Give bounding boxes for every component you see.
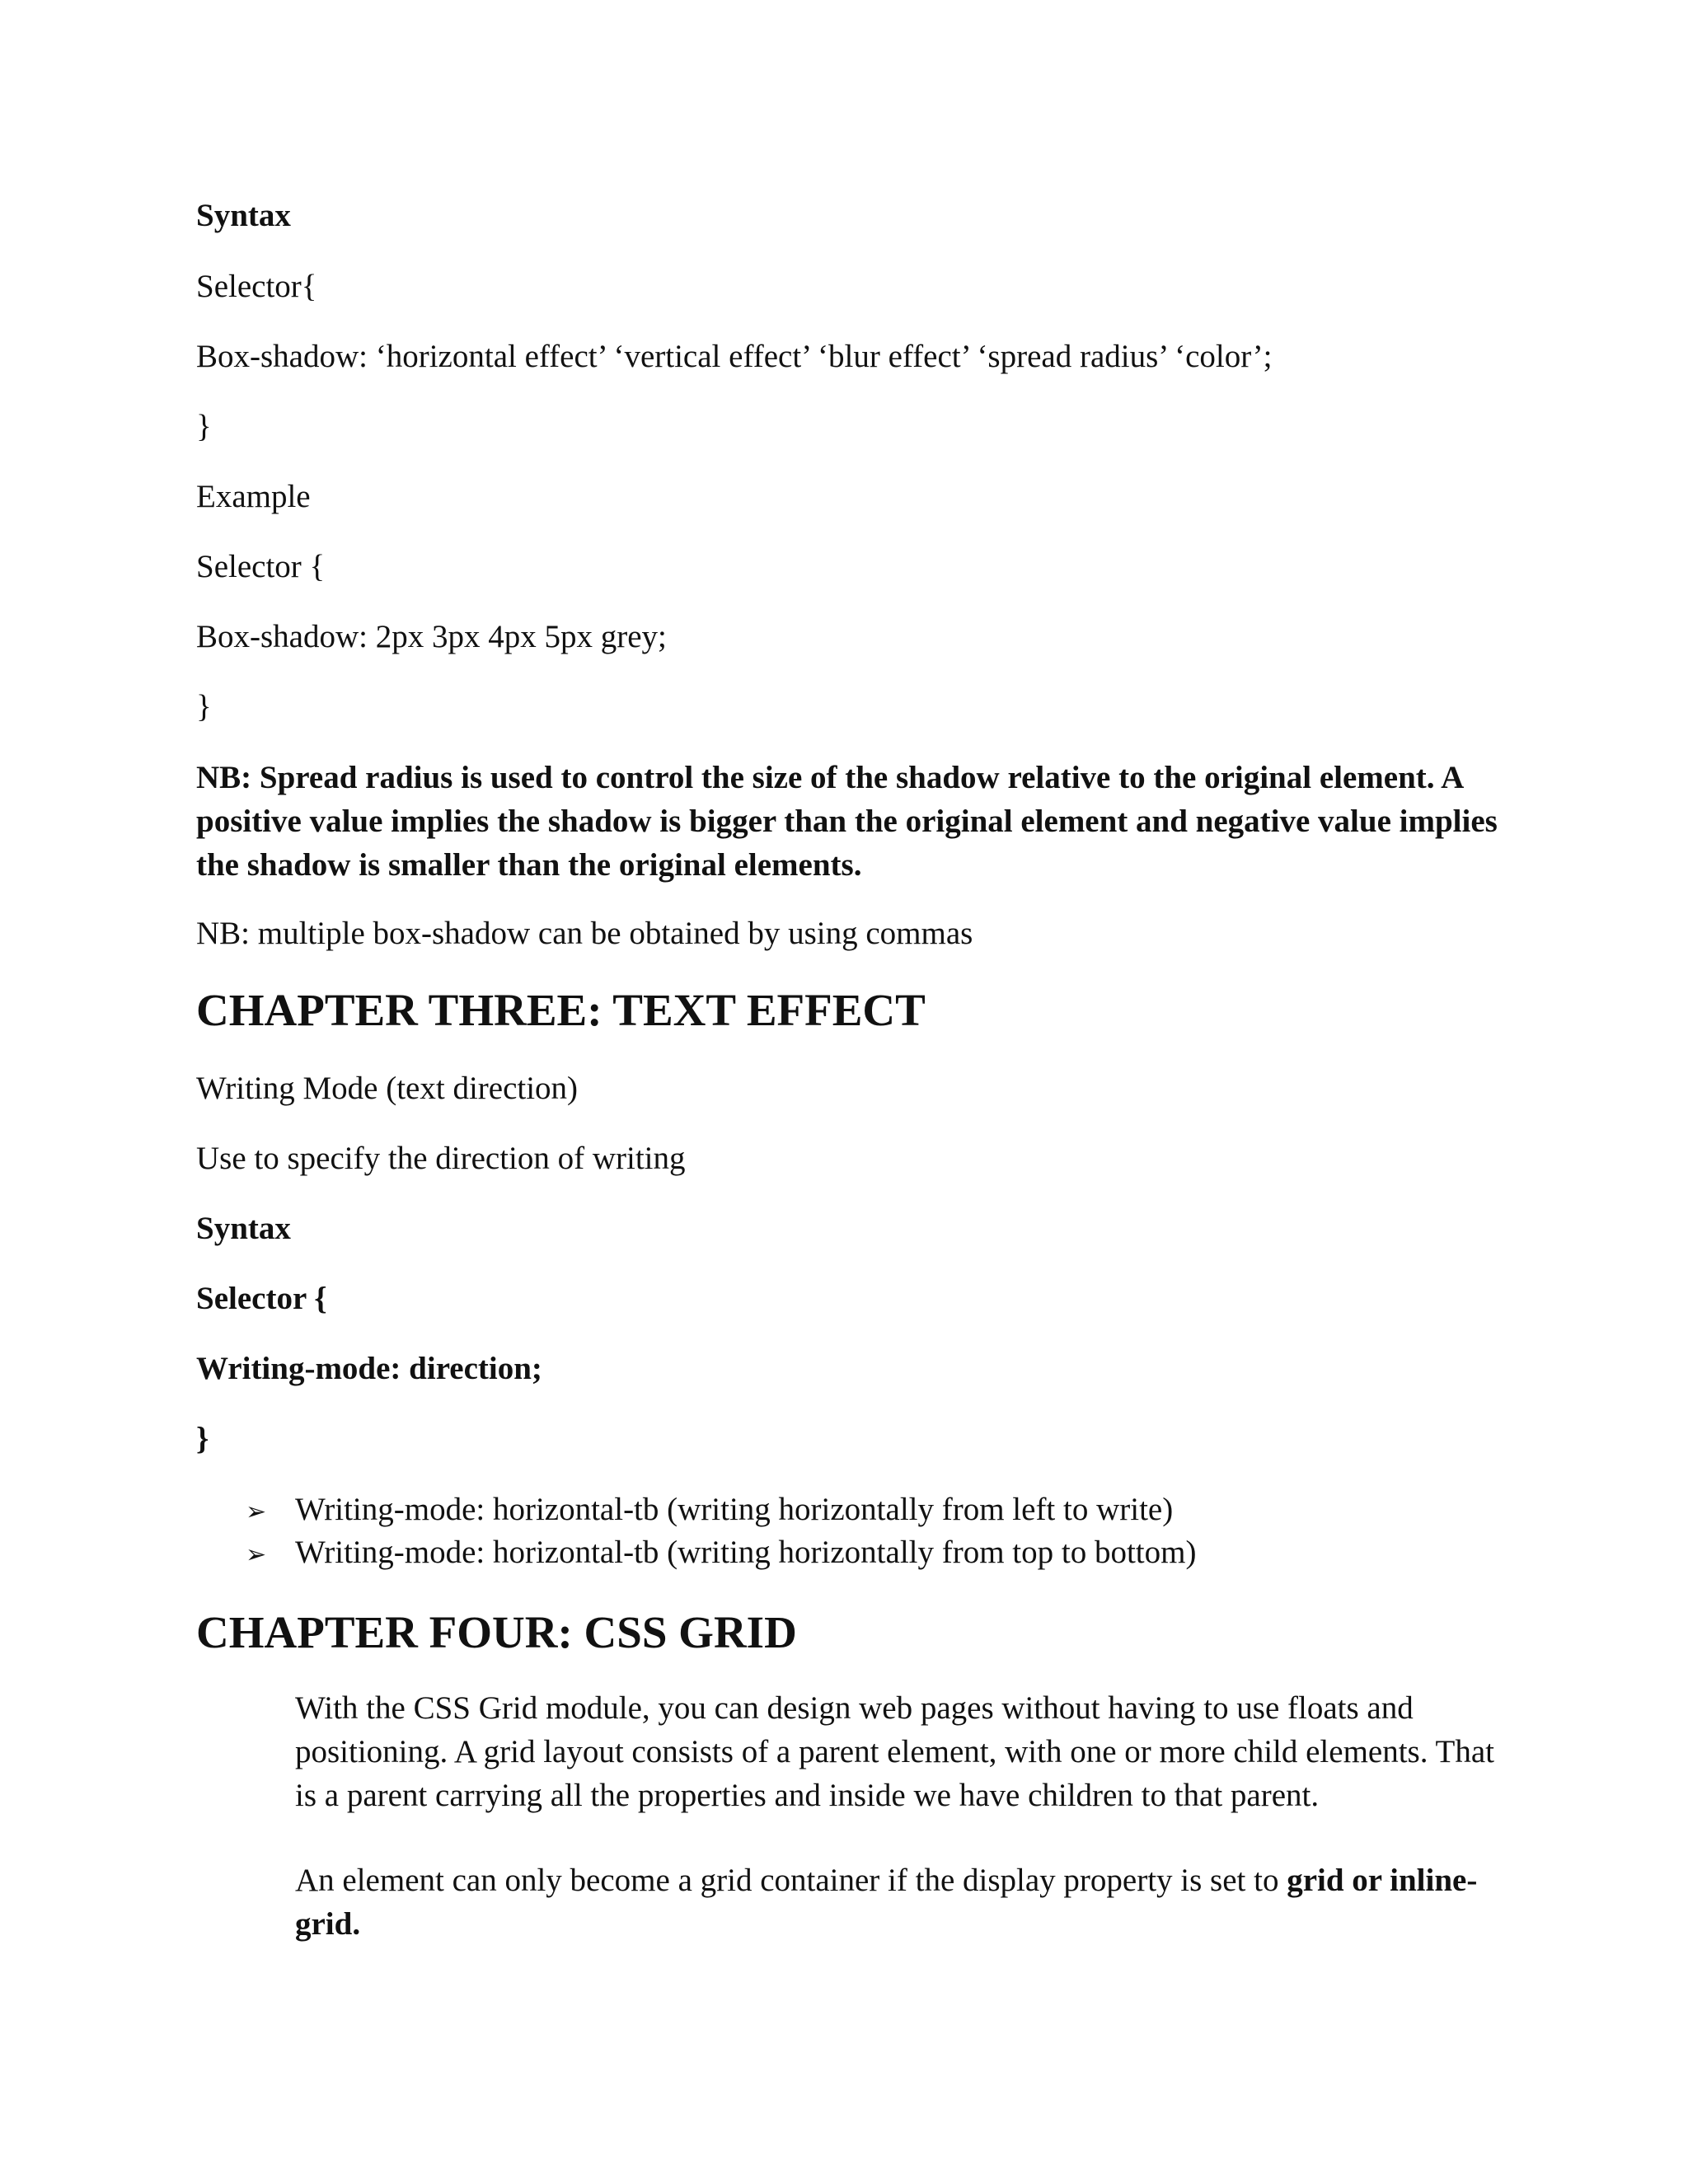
chapter-four-heading: CHAPTER FOUR: CSS GRID xyxy=(196,1607,797,1657)
example-label: Example xyxy=(196,479,311,514)
chapter-three-heading: CHAPTER THREE: TEXT EFFECT xyxy=(196,985,926,1035)
grid-value-bold: grid or inline-grid. xyxy=(295,1863,1478,1942)
grid-container-paragraph: An element can only become a grid container if the display property is set to grid or inline-grid. xyxy=(295,1863,1478,1942)
code-writing-mode: Writing-mode: direction; xyxy=(196,1351,542,1386)
code-close-brace-2: } xyxy=(196,1421,209,1456)
arrow-bullet-icon: ➢ xyxy=(246,1497,267,1526)
example-selector-open: Selector { xyxy=(196,549,326,584)
list-item: ➢ Writing-mode: horizontal-tb (writing horizontally from left to write) xyxy=(246,1488,1173,1534)
example-box-shadow: Box-shadow: 2px 3px 4px 5px grey; xyxy=(196,619,667,654)
code-close-brace: } xyxy=(196,409,212,444)
syntax-label-2: Syntax xyxy=(196,1211,291,1246)
code-box-shadow-syntax: Box-shadow: ‘horizontal effect’ ‘vertical effect’ ‘blur effect’ ‘spread radius’ ‘color’; xyxy=(196,339,1273,374)
list-item: ➢ Writing-mode: horizontal-tb (writing horizontally from top to bottom) xyxy=(246,1531,1196,1577)
multiple-shadow-note: NB: multiple box-shadow can be obtained by using commas xyxy=(196,916,973,951)
code-selector-open-2: Selector { xyxy=(196,1281,327,1316)
syntax-label: Syntax xyxy=(196,198,291,233)
writing-mode-subtitle: Writing Mode (text direction) xyxy=(196,1071,579,1106)
writing-mode-description: Use to specify the direction of writing xyxy=(196,1141,686,1176)
arrow-bullet-icon: ➢ xyxy=(246,1540,267,1569)
spread-radius-note: NB: Spread radius is used to control the size of the shadow relative to the original element. A positive value implies the shadow is bigger than the original element and negative value implies the shadow is smaller than the original elements. xyxy=(196,760,1498,883)
code-selector-open: Selector{ xyxy=(196,269,317,304)
example-close-brace: } xyxy=(196,689,212,724)
css-grid-paragraph: With the CSS Grid module, you can design web pages without having to use floats and positioning. A grid layout consists of a parent element, with one or more child elements. That is a parent carrying all the properties and inside we have children to that parent. xyxy=(295,1690,1494,1813)
